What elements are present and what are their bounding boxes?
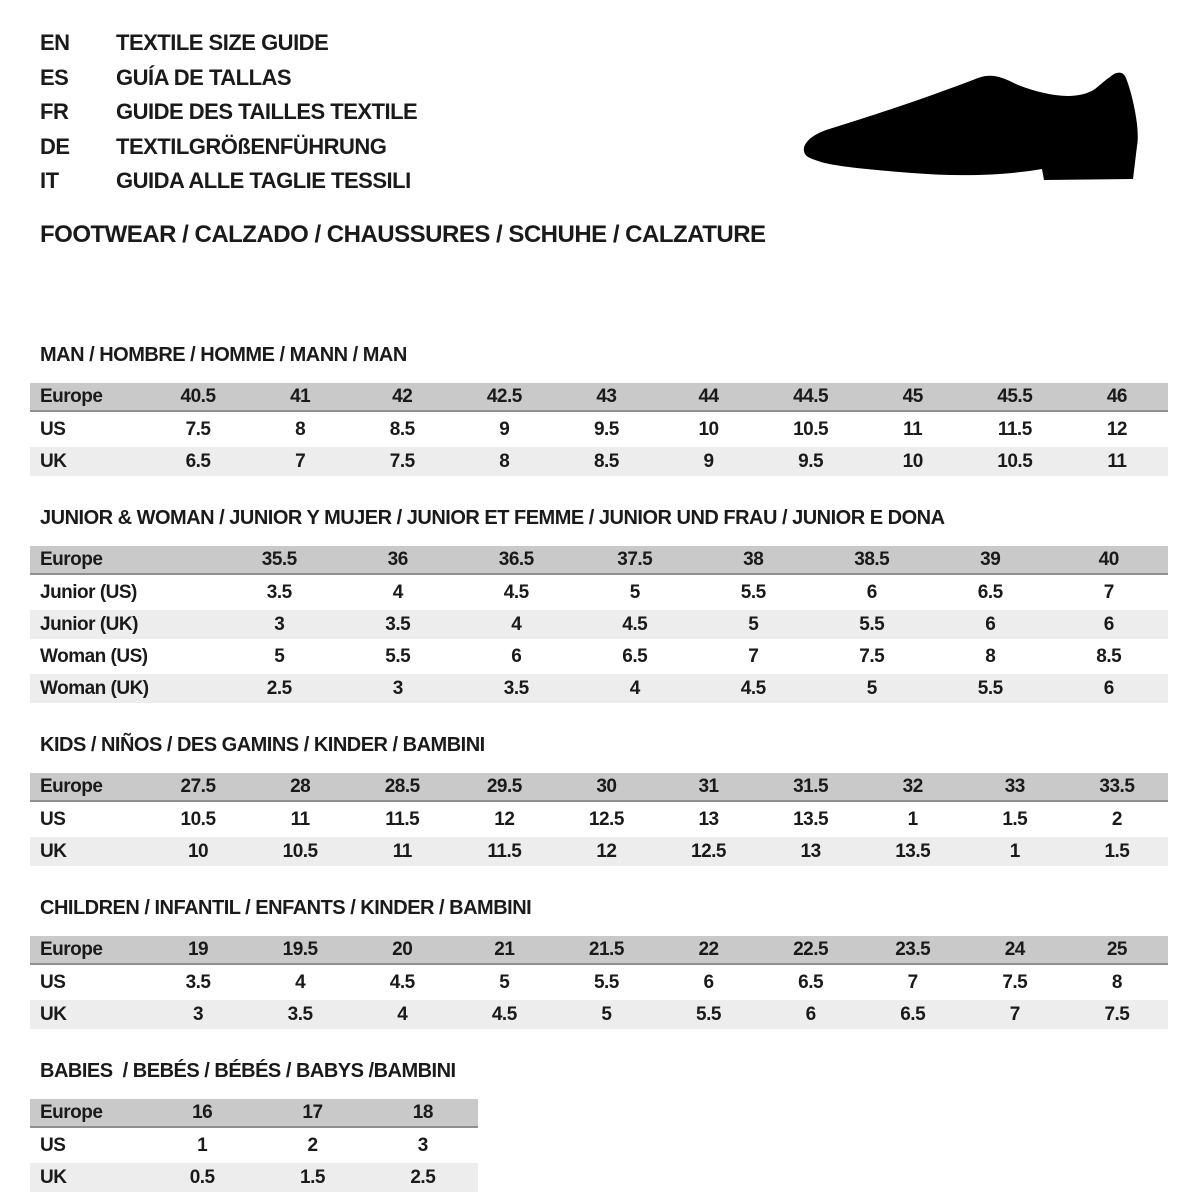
size-cell: 12.5 <box>588 808 624 830</box>
size-cell: 11.5 <box>997 418 1032 440</box>
size-cell: 11 <box>1066 447 1168 476</box>
size-table-man <box>30 380 1168 479</box>
size-cell: 6 <box>511 645 522 667</box>
table-body <box>30 773 1168 866</box>
size-cell: 5 <box>555 1000 657 1029</box>
size-cell: 2.5 <box>220 674 339 703</box>
lang-code: DE <box>40 133 70 159</box>
size-cell: 3 <box>339 674 458 703</box>
table-body <box>30 546 1168 703</box>
table-row <box>30 415 1168 444</box>
size-cell: 10.5 <box>793 418 829 440</box>
size-cell: 36 <box>339 546 458 575</box>
lang-row-es <box>40 61 417 96</box>
size-cell: 11.5 <box>385 808 420 830</box>
size-cell: 11.5 <box>453 837 555 866</box>
section-title-babies: BABIES / BEBÉS / BÉBÉS / BABYS /BAMBINI <box>40 1060 456 1082</box>
size-cell: 7 <box>1103 581 1114 603</box>
size-cell: 12 <box>494 808 515 830</box>
size-cell: 4.5 <box>453 1000 555 1029</box>
size-cell: 3.5 <box>266 581 292 603</box>
lang-row-de <box>40 130 417 165</box>
size-cell: 33 <box>964 773 1066 802</box>
size-cell: 1.5 <box>1066 837 1168 866</box>
row-label: Europe <box>30 1099 147 1128</box>
table-row <box>30 1000 1168 1029</box>
size-cell: 8 <box>985 645 996 667</box>
size-cell: 43 <box>555 383 657 412</box>
table-row <box>30 1099 478 1128</box>
size-cell: 6 <box>931 610 1050 639</box>
size-cell: 42.5 <box>453 383 555 412</box>
lang-row-en <box>40 26 417 61</box>
size-cell: 36.5 <box>457 546 576 575</box>
size-cell: 39 <box>931 546 1050 575</box>
size-cell: 38 <box>694 546 813 575</box>
size-cell: 9 <box>657 447 759 476</box>
size-cell: 5.5 <box>593 971 619 993</box>
table-row <box>30 447 1168 476</box>
size-cell: 3 <box>417 1134 428 1156</box>
dress-shoe-silhouette-icon <box>780 50 1200 230</box>
size-cell: 32 <box>862 773 964 802</box>
size-cell: 45 <box>862 383 964 412</box>
size-cell: 6 <box>866 581 877 603</box>
lang-text: GUIDE DES TAILLES TEXTILE <box>116 99 418 124</box>
size-cell: 7.5 <box>351 447 453 476</box>
size-cell: 8.5 <box>389 418 415 440</box>
row-label: UK <box>30 1163 147 1192</box>
size-cell: 12 <box>555 837 657 866</box>
size-cell: 8 <box>453 447 555 476</box>
size-cell: 46 <box>1066 383 1168 412</box>
size-cell: 30 <box>555 773 657 802</box>
shoe-icon-svg <box>780 50 1200 230</box>
size-cell: 5 <box>813 674 932 703</box>
size-cell: 7 <box>748 645 759 667</box>
size-cell: 4.5 <box>694 674 813 703</box>
size-cell: 40 <box>1050 546 1169 575</box>
size-cell: 17 <box>257 1099 367 1128</box>
size-cell: 27.5 <box>147 773 249 802</box>
row-label: UK <box>30 447 147 476</box>
size-cell: 44.5 <box>760 383 862 412</box>
size-cell: 7.5 <box>859 645 885 667</box>
row-label: US <box>40 418 66 440</box>
size-cell: 13.5 <box>793 808 829 830</box>
size-cell: 1 <box>907 808 918 830</box>
size-cell: 8.5 <box>1096 645 1122 667</box>
size-cell: 1.5 <box>257 1163 367 1192</box>
size-cell: 13 <box>698 808 719 830</box>
size-section-children <box>30 897 1168 1032</box>
table-body <box>30 936 1168 1029</box>
size-cell: 16 <box>147 1099 257 1128</box>
lang-code: EN <box>40 30 70 55</box>
size-cell: 18 <box>368 1099 478 1128</box>
size-cell: 28 <box>249 773 351 802</box>
size-cell: 22 <box>657 936 759 965</box>
table-row <box>30 968 1168 997</box>
row-label: Woman (US) <box>40 645 148 667</box>
size-cell: 21.5 <box>555 936 657 965</box>
section-title-children: CHILDREN / INFANTIL / ENFANTS / KINDER / BAMBINI <box>40 897 532 919</box>
size-cell: 3 <box>220 610 339 639</box>
size-cell: 6.5 <box>977 581 1003 603</box>
size-cell: 3.5 <box>185 971 211 993</box>
size-cell: 11 <box>903 418 923 440</box>
size-cell: 9.5 <box>593 418 619 440</box>
table-row <box>30 1131 478 1160</box>
size-section-man <box>30 344 1168 479</box>
size-cell: 10 <box>698 418 719 440</box>
size-cell: 8 <box>295 418 306 440</box>
row-label: US <box>40 808 66 830</box>
size-cell: 13.5 <box>862 837 964 866</box>
size-cell: 5.5 <box>385 645 411 667</box>
row-label: Europe <box>30 773 147 802</box>
table-row <box>30 642 1168 671</box>
size-cell: 40.5 <box>147 383 249 412</box>
table-row <box>30 546 1168 575</box>
lang-text: TEXTILGRÖßENFÜHRUNG <box>116 133 387 159</box>
size-cell: 7.5 <box>1002 971 1028 993</box>
row-label: Junior (UK) <box>30 610 220 639</box>
size-cell: 3.5 <box>249 1000 351 1029</box>
size-cell: 5.5 <box>813 610 932 639</box>
size-cell: 2.5 <box>368 1163 478 1192</box>
size-cell: 0.5 <box>147 1163 257 1192</box>
size-cell: 12 <box>1106 418 1127 440</box>
size-cell: 6 <box>760 1000 862 1029</box>
size-cell: 4 <box>295 971 306 993</box>
size-section-junior-woman <box>30 507 1168 706</box>
size-cell: 5.5 <box>657 1000 759 1029</box>
size-cell: 10.5 <box>180 808 216 830</box>
size-cell: 13 <box>760 837 862 866</box>
size-cell: 8.5 <box>555 447 657 476</box>
table-row <box>30 383 1168 412</box>
size-cell: 22.5 <box>760 936 862 965</box>
lang-text: GUÍA DE TALLAS <box>116 64 292 90</box>
lang-row-it <box>40 164 417 199</box>
size-cell: 4.5 <box>576 610 695 639</box>
lang-code: IT <box>40 168 59 193</box>
row-label: Woman (UK) <box>30 674 220 703</box>
size-table-babies <box>30 1096 478 1195</box>
size-cell: 4 <box>457 610 576 639</box>
size-cell: 42 <box>351 383 453 412</box>
lang-text: TEXTILE SIZE GUIDE <box>116 30 329 55</box>
size-cell: 10.5 <box>964 447 1066 476</box>
lang-text: GUIDA ALLE TAGLIE TESSILI <box>116 168 411 193</box>
size-cell: 31.5 <box>760 773 862 802</box>
size-cell: 7 <box>907 971 918 993</box>
size-cell: 6.5 <box>862 1000 964 1029</box>
size-cell: 37.5 <box>576 546 695 575</box>
size-cell: 21 <box>453 936 555 965</box>
size-cell: 2 <box>307 1134 318 1156</box>
size-cell: 19 <box>147 936 249 965</box>
table-row <box>30 773 1168 802</box>
size-cell: 8 <box>1111 971 1122 993</box>
row-label: Junior (US) <box>40 581 137 603</box>
row-label: US <box>40 1134 66 1156</box>
size-cell: 5.5 <box>931 674 1050 703</box>
row-label: Europe <box>30 546 220 575</box>
size-cell: 6.5 <box>798 971 824 993</box>
size-cell: 3 <box>147 1000 249 1029</box>
size-cell: 10.5 <box>249 837 351 866</box>
table-row <box>30 610 1168 639</box>
table-row <box>30 936 1168 965</box>
size-cell: 23.5 <box>862 936 964 965</box>
size-table-children <box>30 933 1168 1032</box>
size-cell: 20 <box>351 936 453 965</box>
section-title-man: MAN / HOMBRE / HOMME / MANN / MAN <box>40 344 407 366</box>
table-row <box>30 1163 478 1192</box>
size-cell: 5 <box>274 645 285 667</box>
size-cell: 25 <box>1066 936 1168 965</box>
size-cell: 6 <box>703 971 714 993</box>
size-cell: 1.5 <box>1002 808 1028 830</box>
size-cell: 9.5 <box>760 447 862 476</box>
table-row <box>30 578 1168 607</box>
row-label: US <box>40 971 66 993</box>
size-cell: 10 <box>862 447 964 476</box>
size-sections <box>30 344 1168 1200</box>
row-label: UK <box>30 837 147 866</box>
size-cell: 9 <box>499 418 510 440</box>
size-cell: 2 <box>1111 808 1122 830</box>
size-cell: 5.5 <box>740 581 766 603</box>
size-cell: 5 <box>629 581 640 603</box>
section-title-kids: KIDS / NIÑOS / DES GAMINS / KINDER / BAMBINI <box>40 734 485 756</box>
size-cell: 6 <box>1050 674 1169 703</box>
size-cell: 4 <box>351 1000 453 1029</box>
size-cell: 44 <box>657 383 759 412</box>
size-cell: 10 <box>147 837 249 866</box>
size-cell: 24 <box>964 936 1066 965</box>
lang-row-fr <box>40 95 417 130</box>
section-title-junior-woman: JUNIOR & WOMAN / JUNIOR Y MUJER / JUNIOR ET FEMME / JUNIOR UND FRAU / JUNIOR E DONA <box>40 507 945 529</box>
table-row <box>30 837 1168 866</box>
size-cell: 38.5 <box>813 546 932 575</box>
table-body <box>30 383 1168 476</box>
size-cell: 31 <box>657 773 759 802</box>
size-cell: 6 <box>1050 610 1169 639</box>
size-cell: 3.5 <box>457 674 576 703</box>
size-cell: 11 <box>290 808 310 830</box>
size-cell: 7.5 <box>1066 1000 1168 1029</box>
size-cell: 1 <box>964 837 1066 866</box>
size-table-kids <box>30 770 1168 869</box>
row-label: Europe <box>30 383 147 412</box>
size-cell: 4.5 <box>389 971 415 993</box>
table-row <box>30 674 1168 703</box>
size-cell: 7 <box>249 447 351 476</box>
size-cell: 4.5 <box>503 581 529 603</box>
size-cell: 11 <box>351 837 453 866</box>
size-cell: 33.5 <box>1066 773 1168 802</box>
row-label: Europe <box>30 936 147 965</box>
size-cell: 28.5 <box>351 773 453 802</box>
table-row <box>30 805 1168 834</box>
size-cell: 35.5 <box>220 546 339 575</box>
language-header-block <box>40 26 417 199</box>
size-section-babies <box>30 1060 1168 1195</box>
lang-code: ES <box>40 64 69 90</box>
size-cell: 12.5 <box>657 837 759 866</box>
size-cell: 3.5 <box>339 610 458 639</box>
size-cell: 5 <box>694 610 813 639</box>
size-cell: 5 <box>499 971 510 993</box>
row-label: UK <box>30 1000 147 1029</box>
size-cell: 29.5 <box>453 773 555 802</box>
size-cell: 7.5 <box>185 418 211 440</box>
size-cell: 7 <box>964 1000 1066 1029</box>
size-cell: 6.5 <box>622 645 648 667</box>
size-cell: 6.5 <box>147 447 249 476</box>
size-cell: 19.5 <box>249 936 351 965</box>
size-cell: 1 <box>197 1134 208 1156</box>
size-section-kids <box>30 734 1168 869</box>
size-table-junior-woman <box>30 543 1168 706</box>
table-body <box>30 1099 478 1192</box>
size-cell: 45.5 <box>964 383 1066 412</box>
size-cell: 4 <box>392 581 403 603</box>
size-cell: 4 <box>576 674 695 703</box>
size-cell: 41 <box>249 383 351 412</box>
lang-code: FR <box>40 99 69 124</box>
category-title: FOOTWEAR / CALZADO / CHAUSSURES / SCHUHE / CALZATURE <box>40 221 766 248</box>
